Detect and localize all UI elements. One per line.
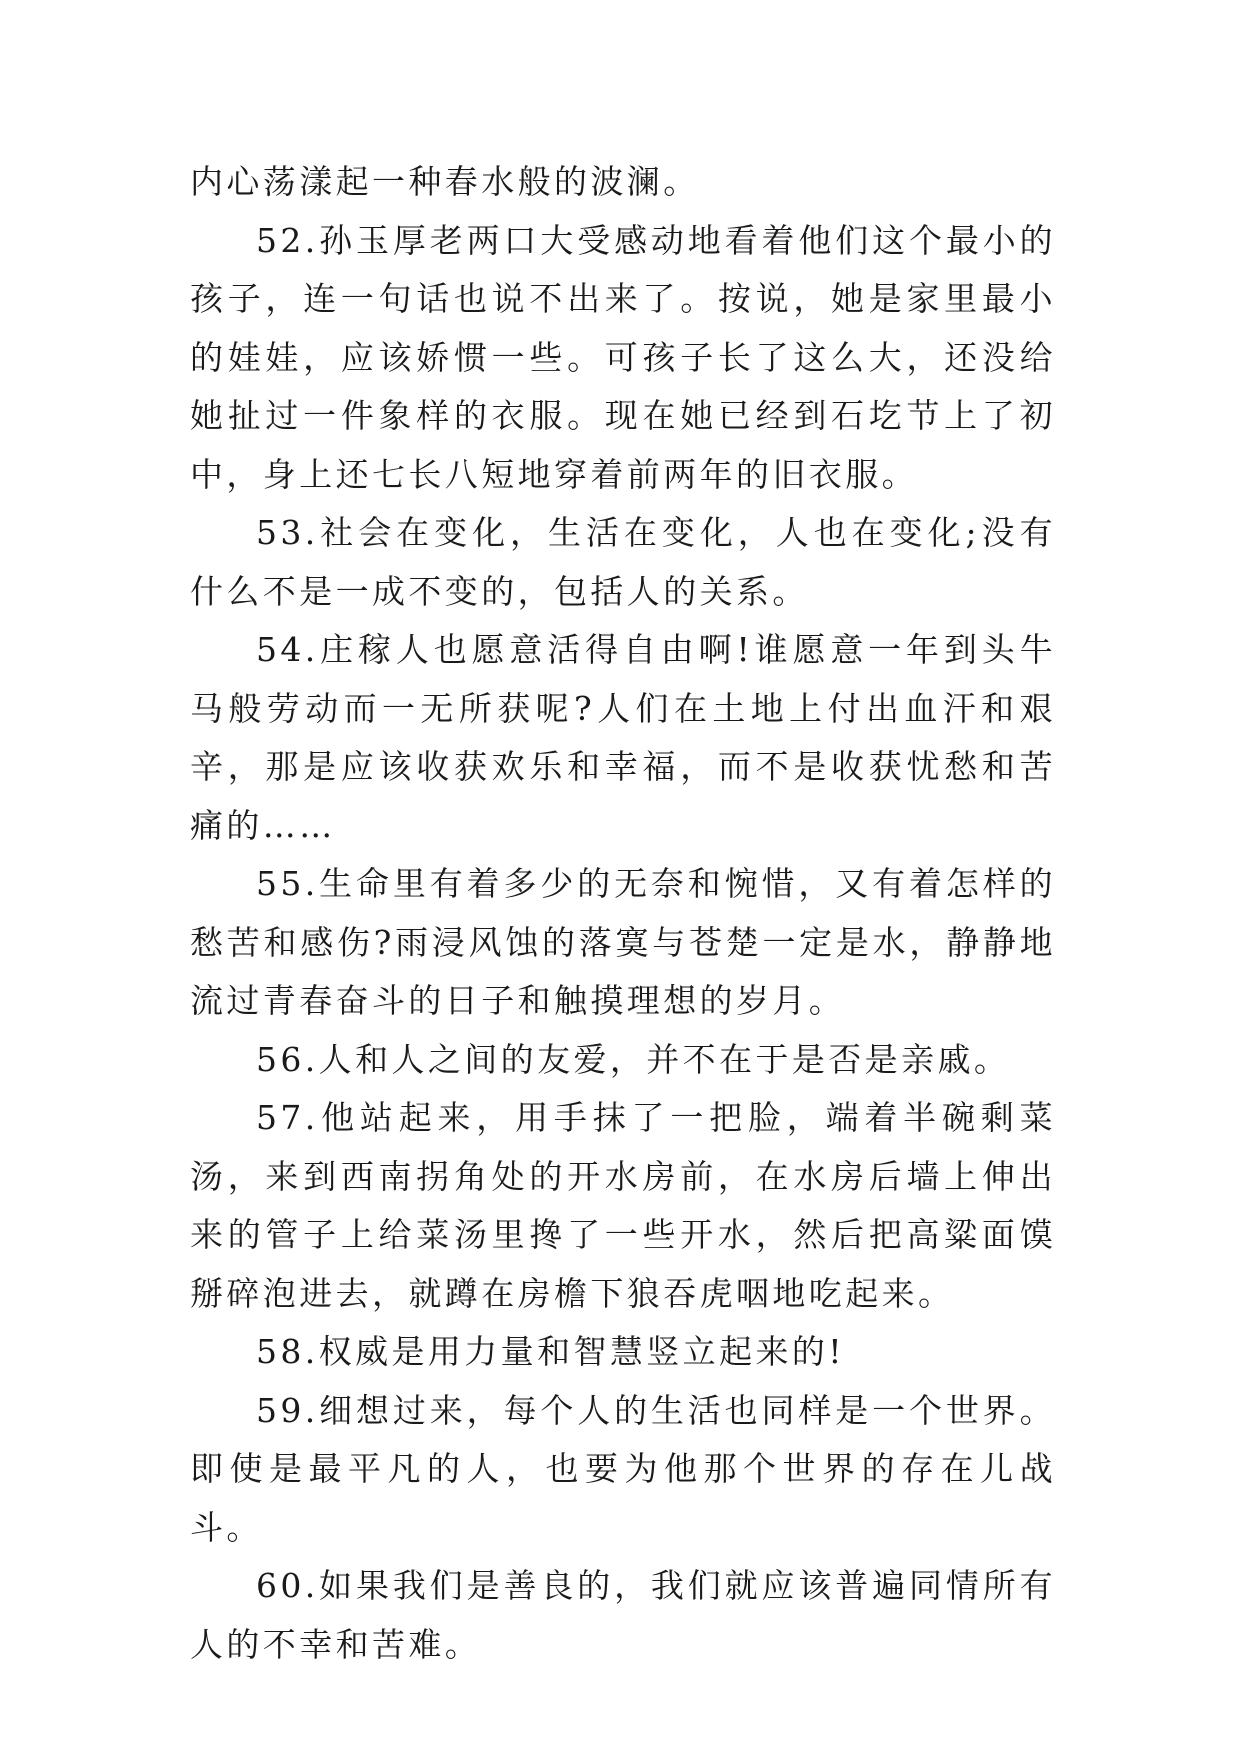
paragraph-item-53: 53.社会在变化，生活在变化，人也在变化;没有什么不是一成不变的，包括人的关系。 [190, 513, 1056, 611]
paragraph-item-55: 55.生命里有着多少的无奈和惋惜，又有着怎样的愁苦和感伤?雨浸风蚀的落寞与苍楚一定是水，静静地流过青春奋斗的日子和触摸理想的岁月。 [190, 864, 1056, 1020]
document-body [190, 153, 1056, 1674]
paragraph-item-54: 54.庄稼人也愿意活得自由啊!谁愿意一年到头牛马般劳动而一无所获呢?人们在土地上付出血汗和艰辛，那是应该收获欢乐和幸福，而不是收获忧愁和苦痛的…… [190, 630, 1056, 845]
paragraph-item-57: 57.他站起来，用手抹了一把脸，端着半碗剩菜汤，来到西南拐角处的开水房前，在水房后墙上伸出来的管子上给菜汤里搀了一些开水，然后把高粱面馍掰碎泡进去，就蹲在房檐下狼吞虎咽地吃起来。 [190, 1098, 1056, 1313]
paragraph-continuation: 内心荡漾起一种春水般的波澜。 [190, 162, 700, 201]
paragraph-item-59: 59.细想过来，每个人的生活也同样是一个世界。即使是最平凡的人，也要为他那个世界的存在儿战斗。 [190, 1390, 1056, 1547]
paragraph-item-60: 60.如果我们是善良的，我们就应该普遍同情所有人的不幸和苦难。 [190, 1566, 1056, 1664]
paragraph-item-52: 52.孙玉厚老两口大受感动地看着他们这个最小的孩子，连一句话也说不出来了。按说，她是家里最小的娃娃，应该娇惯一些。可孩子长了这么大，还没给她扯过一件象样的衣服。现在她已经到石圪节上了初中，身上还七长八短地穿着前两年的旧衣服。 [190, 220, 1056, 494]
paragraph-item-58: 58.权威是用力量和智慧竖立起来的! [256, 1332, 845, 1371]
paragraph-item-56: 56.人和人之间的友爱，并不在于是否是亲戚。 [256, 1039, 1011, 1079]
